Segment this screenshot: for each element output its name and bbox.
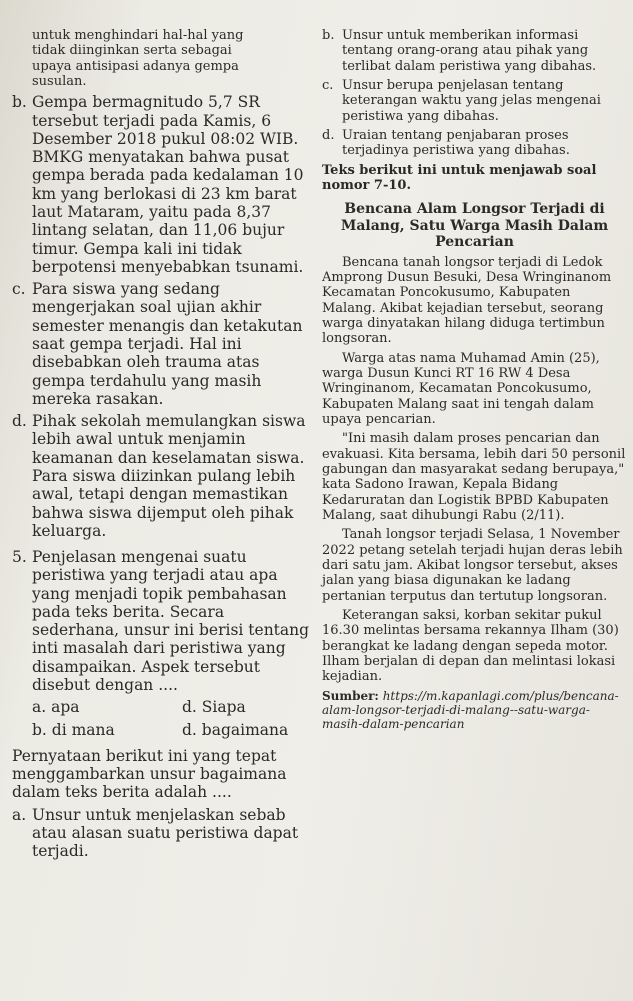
question-text: Pernyataan berikut ini yang tepat menggambarkan unsur bagaimana dalam teks berita adalah .... <box>12 746 287 802</box>
article-paragraph: "Ini masih dalam proses pencarian dan evakuasi. Kita bersama, lebih dari 50 personil gabungan dan masyarakat sedang berupaya," kata Sadono Irawan, Kepala Bidang Kedaruratan dan Logistik BPBD Kabupaten Malang, saat dihubungi Rabu (2/11). <box>322 431 626 524</box>
options-row <box>32 721 312 739</box>
item-text: Para siswa yang sedang mengerjakan soal ujian akhir semester menangis dan ketakutan saat gempa terjadi. Hal ini disebabkan oleh trauma atas gempa terdahulu yang masih mereka rasakan. <box>32 280 303 408</box>
left-item-c <box>12 280 312 408</box>
source-link[interactable]: https://m.kapanlagi.com/plus/bencana-alam-longsor-terjadi-di-malang--satu-warga-masih-dalam-pencarian <box>322 688 619 731</box>
option-text: Uraian tentang penjabaran proses terjadinya peristiwa yang dibahas. <box>342 127 570 159</box>
left-item-b <box>12 93 312 276</box>
option-text: di mana <box>51 720 115 739</box>
option-label: a. <box>12 805 27 824</box>
option-label: b. <box>322 28 335 43</box>
intro-line: untuk menghindari hal-hal yang <box>32 28 244 43</box>
article-source <box>322 689 627 731</box>
news-article <box>322 201 627 731</box>
source-label: Sumber: <box>322 688 379 703</box>
left-column <box>12 28 312 861</box>
question-number: 5. <box>12 548 27 567</box>
option-text: Unsur untuk menjelaskan sebab atau alasan suatu peristiwa dapat terjadi. <box>32 805 299 861</box>
right-item-b[interactable] <box>322 28 627 74</box>
item-text: Gempa bermagnitudo 5,7 SR tersebut terjadi pada Kamis, 6 Desember 2018 pukul 08:02 WIB. BMKG menyatakan bahwa pusat gempa berada pada kedalaman 10 km yang berlokasi di 23 km barat laut Mataram, yaitu pada 8,37 lintang selatan, dan 11,06 bujur timur. Gempa kali ini tidak berpotensi menyebabkan tsunami. <box>32 93 304 276</box>
item-label: c. <box>12 280 26 299</box>
right-item-d[interactable] <box>322 128 627 159</box>
option-d[interactable] <box>182 698 246 716</box>
article-paragraph: Warga atas nama Muhamad Amin (25), warga Dusun Kunci RT 16 RW 4 Desa Wringinanom, Kecamatan Poncokusumo, Kabupaten Malang saat ini tengah dalam upaya pencarian. <box>322 350 600 428</box>
question-text: Penjelasan mengenai suatu peristiwa yang terjadi atau apa yang menjadi topik pembahasan pada teks berita. Secara sederhana, unsur ini berisi tentang inti masalah dari peristiwa yang disampaikan. Aspek tersebut disebut dengan .... <box>32 548 310 695</box>
item-label: d. <box>12 412 27 431</box>
intro-line: tidak diinginkan serta sebagai <box>32 43 232 59</box>
option-label: b. <box>32 720 47 739</box>
left-item-d <box>12 412 312 540</box>
option-label: d. <box>182 720 197 739</box>
option-label: a. <box>32 698 47 717</box>
article-paragraph: Keterangan saksi, korban sekitar pukul 16.30 melintas bersama rekannya Ilham (30) berangkat ke ladang dengan sepeda motor. Ilham berjalan di depan dan melintasi lokasi kejadian. <box>322 608 619 685</box>
option-label: c. <box>322 77 334 93</box>
option-label: d. <box>322 127 335 143</box>
article-paragraph: Tanah longsor terjadi Selasa, 1 November 2022 petang setelah terjadi hujan deras lebih dari satu jam. Akibat longsor tersebut, akses jalan yang biasa digunakan ke ladang pertanian terputus dan tertutup longsoran. <box>322 527 623 604</box>
option-d2[interactable] <box>182 721 288 739</box>
instruction-text: Teks berikut ini untuk menjawab soal nomor 7-10. <box>322 162 597 193</box>
question-5 <box>12 548 312 739</box>
intro-text <box>12 28 312 89</box>
option-text: Unsur untuk memberikan informasi tentang orang-orang atau pihak yang terlibat dalam peristiwa yang dibahas. <box>342 28 597 74</box>
intro-line: upaya antisipasi adanya gempa <box>32 58 239 74</box>
right-column <box>322 28 627 731</box>
option-b[interactable] <box>32 721 182 739</box>
option-a[interactable] <box>32 698 182 716</box>
option-label: d. <box>182 698 197 717</box>
options-row <box>32 698 312 716</box>
item-text: Pihak sekolah memulangkan siswa lebih awal untuk menjamin keamanan dan keselamatan siswa. Para siswa diizinkan pulang lebih awal, tetapi dengan memastikan bahwa siswa dijemput oleh pihak keluarga. <box>32 412 306 540</box>
right-item-c[interactable] <box>322 78 627 124</box>
option-text: Siapa <box>201 698 246 717</box>
option-text: Unsur berupa penjelasan tentang keterangan waktu yang jelas mengenai peristiwa yang dibahas. <box>342 77 601 124</box>
intro-line: susulan. <box>32 73 87 89</box>
option-a[interactable] <box>12 806 312 861</box>
question-6 <box>12 747 312 861</box>
article-paragraph: Bencana tanah longsor terjadi di Ledok Amprong Dusun Besuki, Desa Wringinanom Kecamatan Poncokusumo, Kabupaten Malang. Akibat kejadian tersebut, seorang warga dinyatakan hilang diduga tertimbun longsoran. <box>322 254 612 347</box>
option-text: apa <box>51 698 80 717</box>
item-label: b. <box>12 93 27 112</box>
article-title: Bencana Alam Longsor Terjadi di Malang, Satu Warga Masih Dalam Pencarian <box>340 201 609 251</box>
option-text: bagaimana <box>201 720 289 739</box>
